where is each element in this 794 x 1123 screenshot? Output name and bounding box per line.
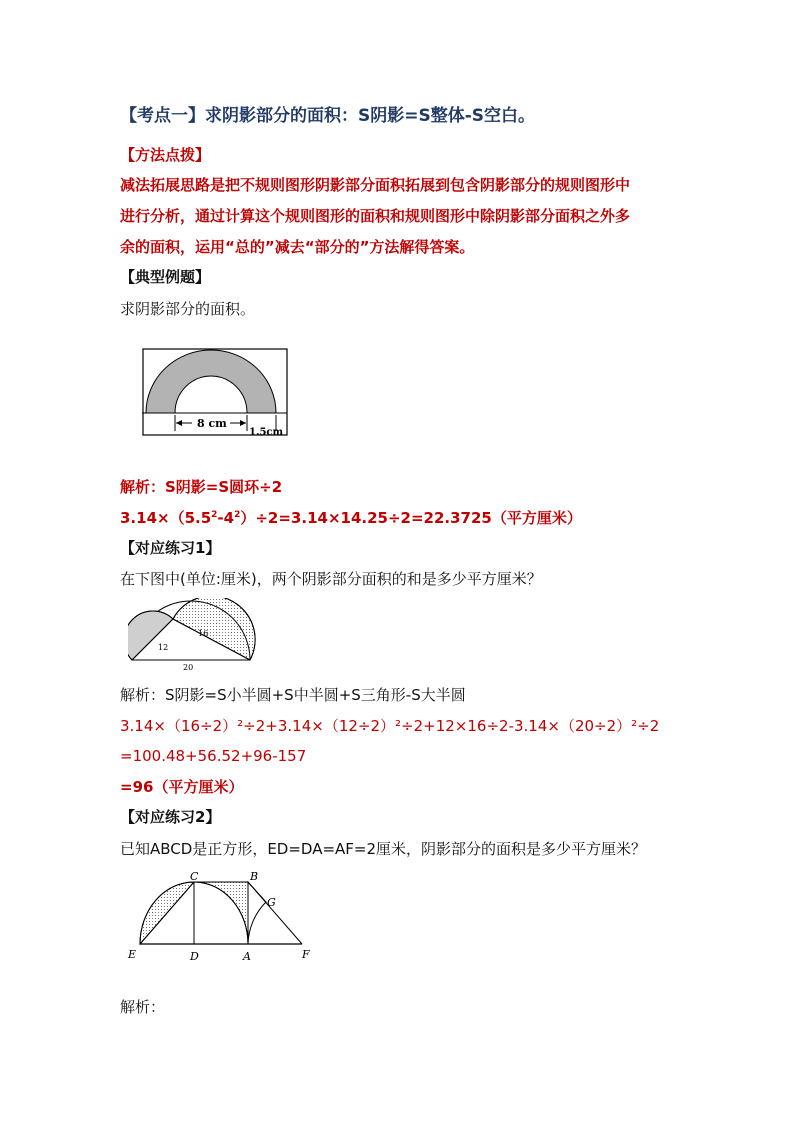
ring-width-label: 1.5cm (249, 427, 284, 438)
example-solution-2: $3.14\times(5.5^2-4^2)\div 2=3.14\times 14.25\div 2=22.3725$（平方厘米） (120, 509, 582, 527)
point-G-label: G (267, 896, 276, 909)
practice2-solution-label: 解析： (120, 998, 166, 1016)
practice1-heading: 【对应练习1】 (120, 539, 221, 557)
method-line-1: 减法拓展思路是把不规则图形阴影部分面积拓展到包含阴影部分的规则图形中 (120, 176, 631, 194)
hyp-20-label: 20 (183, 663, 194, 672)
method-line-2: 进行分析，通过计算这个规则图形的面积和规则图形中除阴影部分面积之外多 (120, 207, 631, 225)
example-heading: 【典型例题】 (120, 268, 211, 286)
point-F-label: F (302, 948, 310, 961)
point-B-label: B (250, 872, 259, 883)
point-E-label: E (128, 948, 137, 961)
practice2-heading: 【对应练习2】 (120, 808, 221, 826)
point-A-label: A (243, 950, 251, 963)
square-semicircle-figure (124, 872, 324, 964)
semicircles-figure (128, 598, 260, 674)
example-solution-1: 解析：S阴影=S圆环÷2 (120, 478, 283, 496)
practice1-solution-4: =96（平方厘米） (120, 778, 244, 796)
method-line-3: 余的面积，运用“总的”减去“部分的”方法解得答案。 (120, 238, 475, 256)
point-D-label: D (190, 950, 199, 963)
practice2-question: 已知ABCD是正方形，ED=DA=AF=2厘米，阴影部分的面积是多少平方厘米？ (120, 840, 647, 858)
leg-16-label: 16 (198, 629, 209, 638)
method-heading: 【方法点拨】 (120, 146, 211, 164)
point-C-label: C (190, 872, 199, 883)
practice1-solution-3: =100.48+56.52+96-157 (120, 747, 307, 765)
practice1-question: 在下图中(单位:厘米)，两个阴影部分面积的和是多少平方厘米？ (120, 570, 542, 588)
example-question: 求阴影部分的面积。 (120, 300, 256, 318)
practice1-solution-2: 3.14×（16÷2）²÷2+3.14×（12÷2）²÷2+12×16÷2-3.14×（20÷2）²÷2 (120, 717, 660, 735)
leg-12-label: 12 (158, 643, 169, 652)
practice1-solution-1: 解析：S阴影=S小半圆+S中半圆+S三角形-S大半圆 (120, 686, 466, 704)
ring-inner-width-label: 8 cm (197, 417, 227, 430)
ring-figure (142, 347, 290, 439)
section-title: 【考点一】求阴影部分的面积：S阴影=S整体-S空白。 (120, 106, 536, 126)
